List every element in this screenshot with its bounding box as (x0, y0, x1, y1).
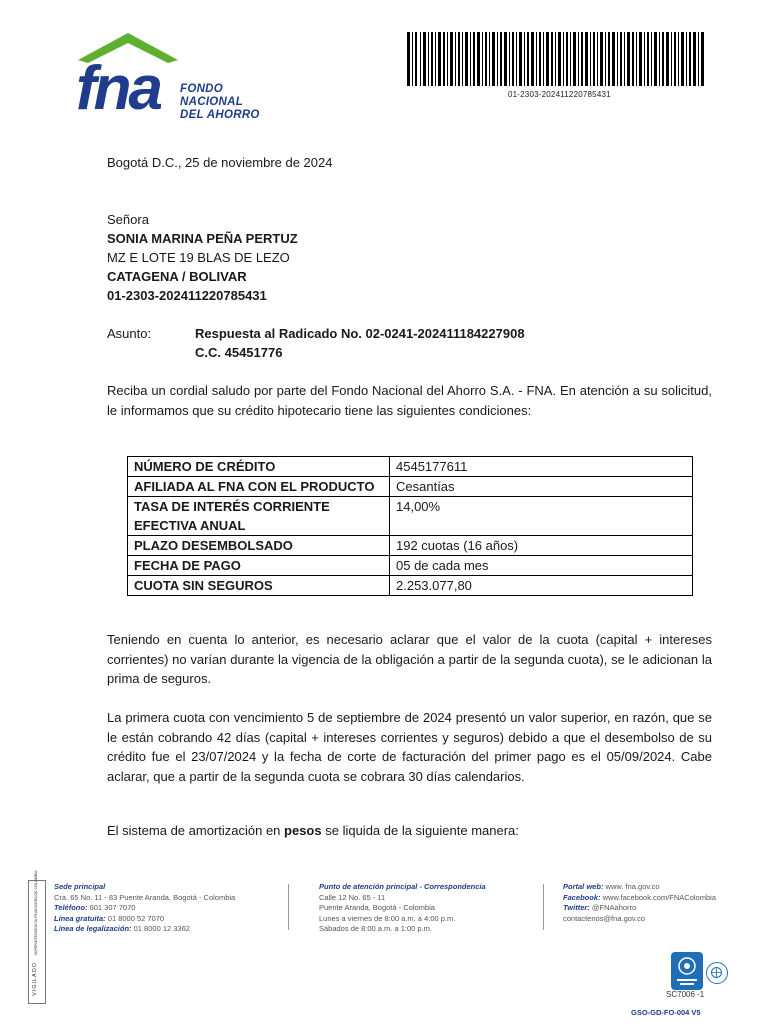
table-row (128, 536, 693, 556)
recipient-name: SONIA MARINA PEÑA PERTUZ (107, 231, 298, 246)
subject-line: Respuesta al Radicado No. 02-0241-202411184227908 (195, 326, 525, 341)
footer-title: Sede principal (54, 882, 106, 891)
barcode (407, 32, 705, 86)
paragraph-amortization (107, 821, 712, 841)
footer-line: Lunes a viernes de 8:00 a.m. a 4:00 p.m. (319, 913, 456, 923)
icontec-badge (671, 952, 703, 990)
facebook-label: Facebook: (563, 892, 601, 902)
toll-free-label: Línea gratuita: (54, 913, 106, 923)
footer-line: Sábados de 8:00 a.m. a 1:00 p.m. (319, 924, 432, 933)
facebook-link[interactable]: www.facebook.com/FNAColombia (602, 892, 716, 902)
recipient-address: MZ E LOTE 19 BLAS DE LEZO (107, 250, 290, 265)
logo-name-line: NACIONAL (180, 96, 244, 108)
table-value: 14,00% (390, 497, 693, 536)
table-row (128, 497, 693, 536)
footer-title: Punto de atención principal - Correspondencia (319, 882, 486, 891)
subject-label: Asunto: (107, 326, 152, 341)
reference-number: 01-2303-202411220785431 (107, 288, 267, 303)
place-date: Bogotá D.C., 25 de noviembre de 2024 (107, 155, 333, 170)
table-label: FECHA DE PAGO (128, 556, 390, 576)
logo-name-line: DEL AHORRO (180, 109, 260, 121)
footer-contact (563, 882, 753, 924)
footer-line: Puente Aranda, Bogotá - Colombia (319, 903, 435, 912)
twitter-link[interactable]: @FNAahorro (591, 903, 637, 912)
legal-line-label: Línea de legalización: (54, 924, 132, 933)
table-row (128, 457, 693, 477)
footer-divider (288, 884, 289, 930)
footer-headquarters (54, 882, 279, 935)
table-label: NÚMERO DE CRÉDITO (128, 457, 390, 477)
paragraph-quota: Teniendo en cuenta lo anterior, es necesario aclarar que el valor de la cuota (capital + intereses corrientes) no varían durante la vigencia de la obligación a partir de la segunda cuota), se le adicionan la prima de seguros. (107, 632, 712, 686)
certification-code: SC7006 -1 (666, 990, 705, 999)
intro-paragraph: Reciba un cordial saludo por parte del Fondo Nacional del Ahorro S.A. - FNA. En atención a su solicitud, le informamos que su crédito hipotecario tiene las siguientes condiciones: (107, 383, 712, 418)
table-value: 05 de cada mes (390, 556, 693, 576)
superintendencia-text: SUPERINTENDENCIA FINANCIERA DE COLOMBIA (34, 870, 38, 956)
logo-name (180, 83, 260, 122)
barcode-number: 01-2303-202411220785431 (508, 90, 611, 99)
table-label: PLAZO DESEMBOLSADO (128, 536, 390, 556)
iqnet-badge (706, 962, 728, 984)
phone-value: 601 307 7070 (89, 903, 136, 912)
table-value: 2.253.077,80 (390, 576, 693, 596)
amortization-text: El sistema de amortización en (107, 823, 285, 838)
vigilado-seal (28, 870, 46, 1004)
table-row (128, 556, 693, 576)
subject-id: C.C. 45451776 (195, 345, 283, 360)
form-code: GSO-GD-FO-004 V5 (631, 1008, 701, 1017)
table-value: 4545177611 (390, 457, 693, 477)
web-link[interactable]: www. fna.gov.co (605, 882, 660, 891)
vigilado-text: VIGILADO (32, 962, 38, 996)
table-value: 192 cuotas (16 años) (390, 536, 693, 556)
footer-address: Cra. 65 No. 11 - 83 Puente Aranda, Bogotá - Colombia (54, 892, 236, 902)
phone-label: Teléfono: (54, 903, 88, 912)
table-row (128, 576, 693, 596)
table-row (128, 477, 693, 497)
recipient-city: CATAGENA / BOLIVAR (107, 269, 247, 284)
amortization-currency: pesos (284, 823, 322, 838)
table-label: AFILIADA AL FNA CON EL PRODUCTO (128, 477, 390, 497)
email-link[interactable]: contactenos@fna.gov.co (563, 913, 646, 923)
legal-line-value: 01 8000 12 3362 (133, 924, 190, 933)
credit-conditions-table (127, 456, 693, 596)
globe-icon (707, 963, 726, 982)
paragraph-first-quota: La primera cuota con vencimiento 5 de septiembre de 2024 presentó un valor superior, en razón, que se le están cobrando 42 días (capital + intereses corrientes y seguros) debido a que el desembolso de su crédito fue el 23/07/2024 y la fecha de corte de facturación del primer pago es el 05/09/2024. Cabe aclarar, que a partir de la segunda cuota se cobrara 30 días calendarios. (107, 710, 712, 784)
web-label: Portal web: (563, 882, 604, 891)
twitter-label: Twitter: (563, 903, 590, 912)
table-label: CUOTA SIN SEGUROS (128, 576, 390, 596)
table-label: TASA DE INTERÉS CORRIENTE EFECTIVA ANUAL (128, 497, 390, 536)
footer-service-point (319, 882, 534, 935)
logo-name-line: FONDO (180, 83, 224, 95)
footer-line: Calle 12 No. 65 - 11 (319, 892, 386, 902)
certification-icon (671, 952, 703, 990)
amortization-text-end: se liquida de la siguiente manera: (321, 823, 519, 838)
logo-mark: fna (76, 54, 160, 123)
footer-divider (543, 884, 544, 930)
table-value: Cesantías (390, 477, 693, 497)
toll-free-value: 01 8000 52 7070 (107, 913, 165, 923)
salutation: Señora (107, 212, 149, 227)
